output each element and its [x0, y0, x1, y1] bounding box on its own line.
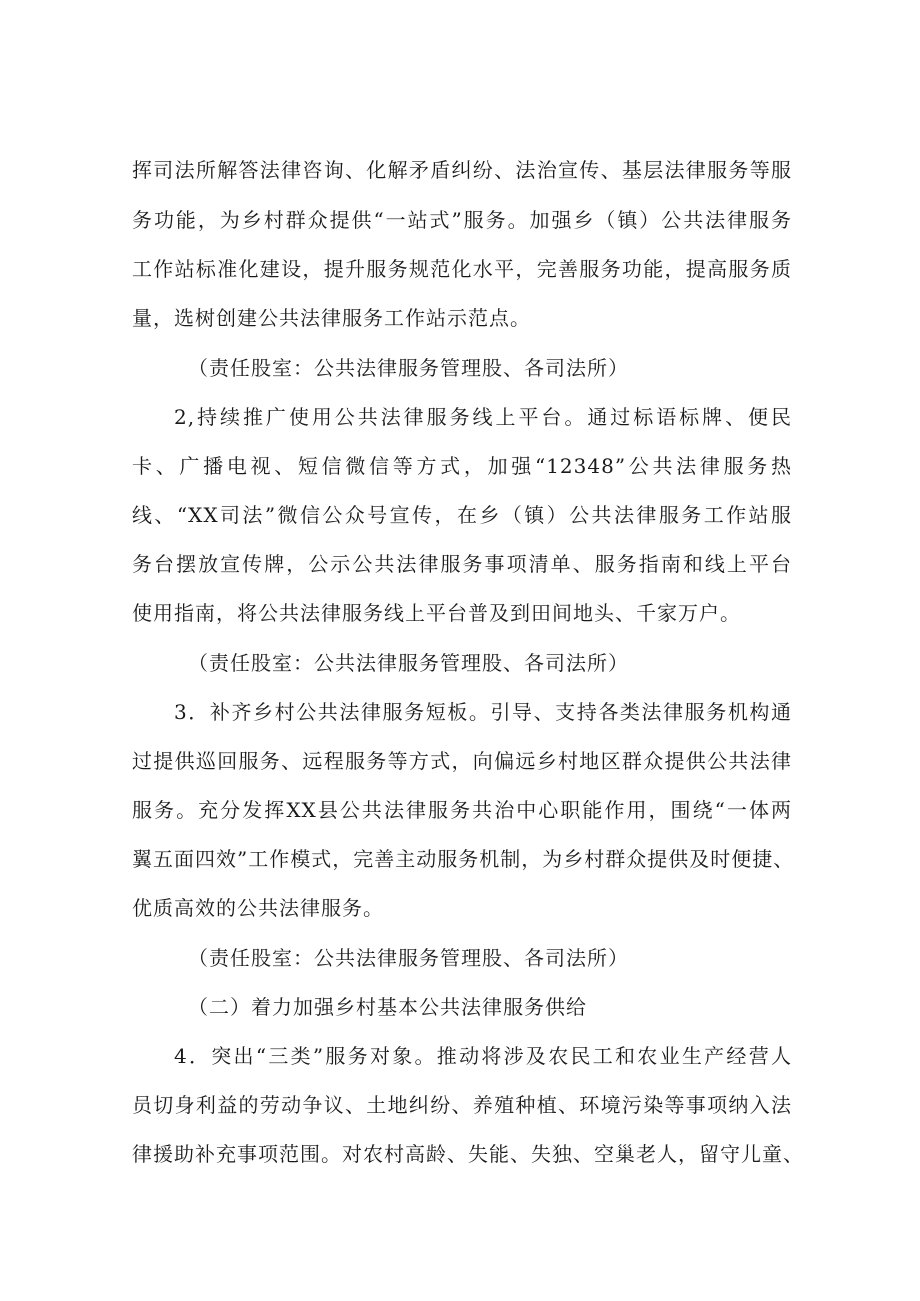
paragraph-line: 律援助补充事项范围。对农村高龄、失能、失独、空巢老人，留守儿童、	[132, 1142, 804, 1166]
paragraph-line: 务台摆放宣传牌，公示公共法律服务事项清单、服务指南和线上平台	[132, 552, 792, 576]
paragraph-line: 过提供巡回服务、远程服务等方式，向偏远乡村地区群众提供公共法律	[132, 749, 792, 773]
paragraph-line: 工作站标准化建设，提升服务规范化水平，完善服务功能，提高服务质	[132, 257, 792, 281]
paragraph-line: 员切身利益的劳动争议、土地纠纷、养殖种植、环境污染等事项纳入法	[132, 1093, 792, 1117]
paragraph-line: 翼五面四效”工作模式，完善主动服务机制，为乡村群众提供及时便捷、	[132, 847, 795, 871]
responsibility-note: （责任股室：公共法律服务管理股、各司法所）	[188, 946, 629, 970]
paragraph-line: 优质高效的公共法律服务。	[132, 896, 384, 920]
responsibility-note: （责任股室：公共法律服务管理股、各司法所）	[188, 651, 629, 675]
section-heading: （二）着力加强乡村基本公共法律服务供给	[188, 995, 587, 1019]
responsibility-note: （责任股室：公共法律服务管理股、各司法所）	[188, 356, 629, 380]
paragraph-line: 线、“XX司法”微信公众号宣传，在乡（镇）公共法律服务工作站服	[132, 503, 792, 527]
paragraph-line: 服务。充分发挥XX县公共法律服务共治中心职能作用，围绕“一体两	[132, 798, 792, 822]
paragraph-line: 挥司法所解答法律咨询、化解矛盾纠纷、法治宣传、基层法律服务等服	[132, 158, 792, 182]
paragraph-line: 4．突出“三类”服务对象。推动将涉及农民工和农业生产经营人	[174, 1044, 792, 1068]
paragraph-line: 量，选树创建公共法律服务工作站示范点。	[132, 306, 531, 330]
paragraph-line: 务功能，为乡村群众提供“一站式”服务。加强乡（镇）公共法律服务	[132, 208, 792, 232]
paragraph-line: 3．补齐乡村公共法律服务短板。引导、支持各类法律服务机构通	[174, 700, 792, 724]
paragraph-line: 卡、广播电视、短信微信等方式，加强“12348”公共法律服务热	[132, 454, 792, 478]
paragraph-line: 使用指南，将公共法律服务线上平台普及到田间地头、千家万户。	[132, 601, 741, 625]
paragraph-line: 2,持续推广使用公共法律服务线上平台。通过标语标牌、便民	[174, 405, 792, 429]
